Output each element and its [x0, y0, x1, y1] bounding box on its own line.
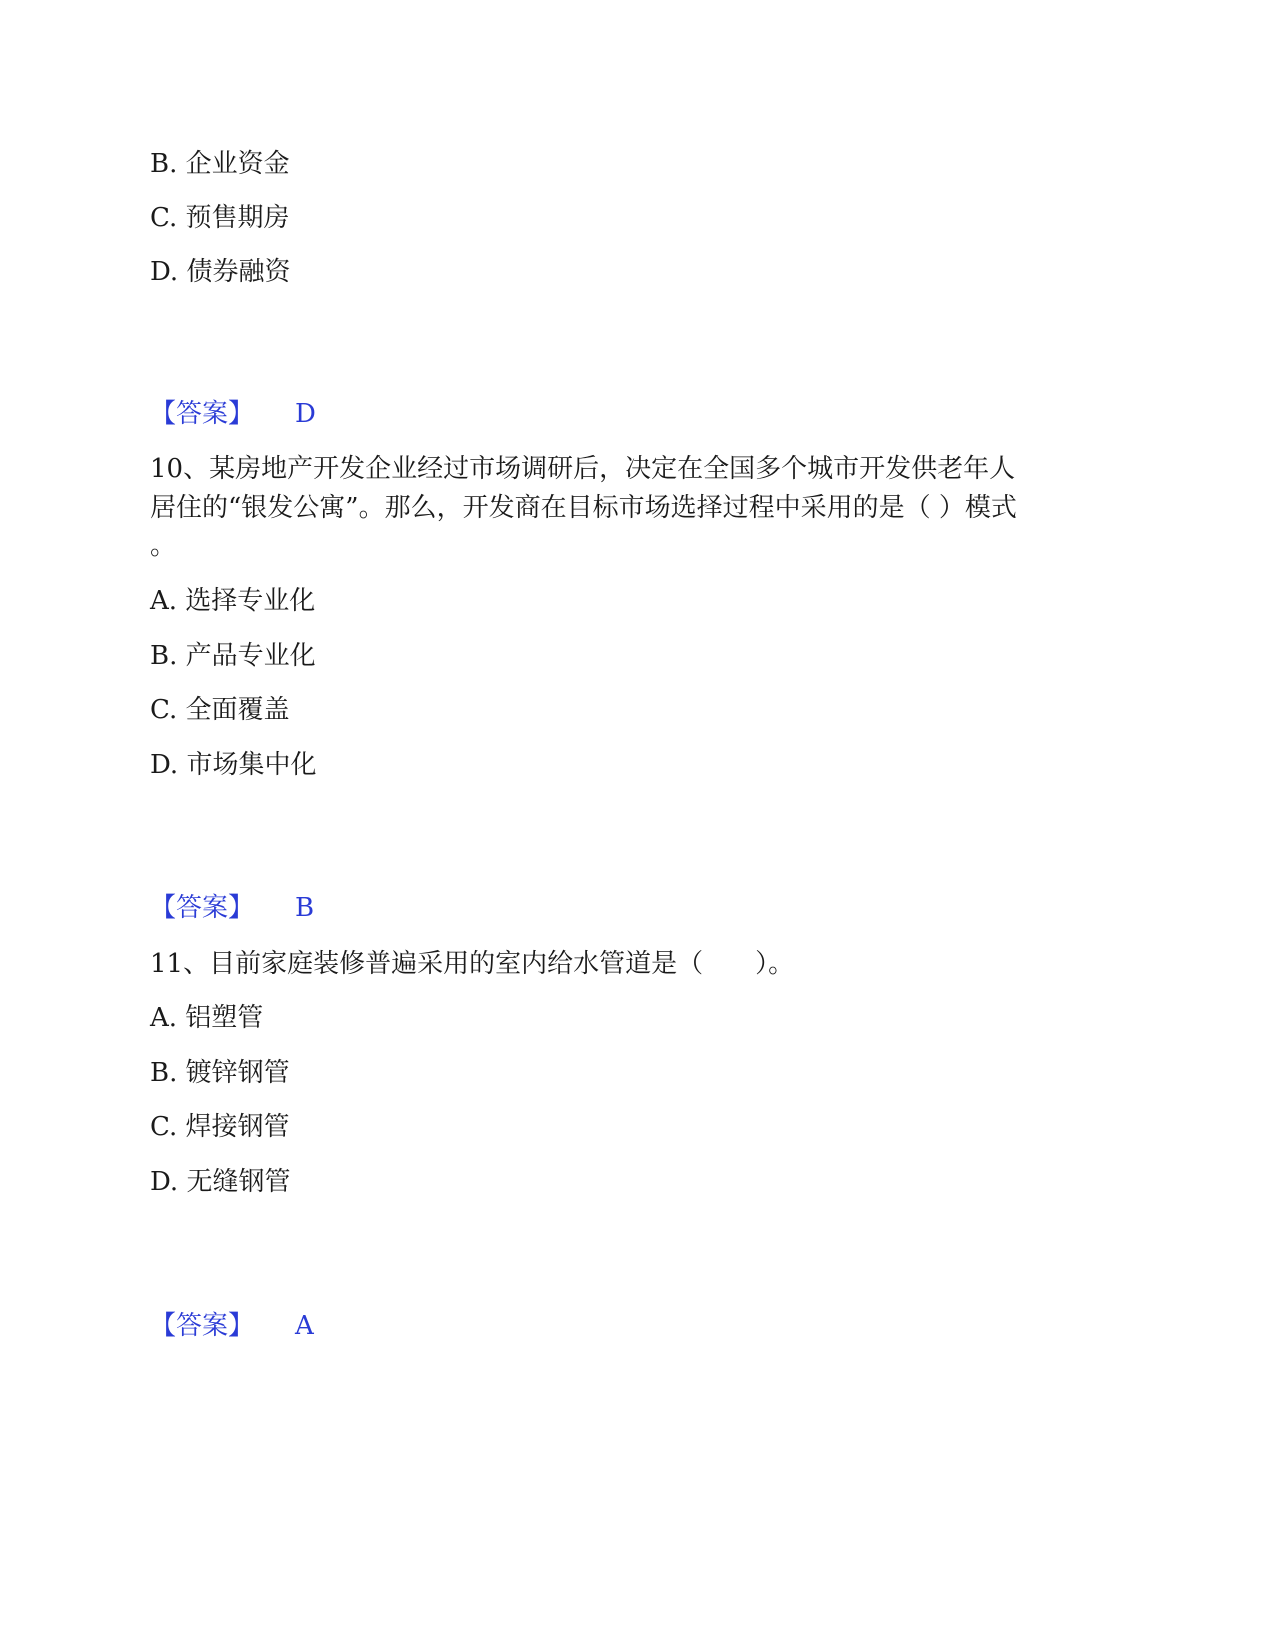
answer-value: A	[295, 1311, 314, 1341]
answer-row-10	[150, 892, 315, 924]
question-10-stem-line2: 居住的“银发公寓”。那么，开发商在目标市场选择过程中采用的是（ ）模式	[150, 493, 1017, 523]
answer-row-prev	[150, 398, 316, 430]
question-10-option-b: B. 产品专业化	[150, 641, 316, 671]
question-10-option-c: C. 全面覆盖	[150, 695, 290, 725]
answer-label: 【答案】	[150, 893, 255, 923]
question-11-option-d: D. 无缝钢管	[150, 1167, 291, 1197]
option-d: D. 债券融资	[150, 257, 291, 287]
question-10-stem-line3: 。	[150, 531, 177, 561]
answer-label: 【答案】	[150, 1311, 255, 1341]
answer-value: D	[295, 399, 316, 429]
option-c: C. 预售期房	[150, 203, 290, 233]
question-10-stem-line1: 10、某房地产开发企业经过市场调研后，决定在全国多个城市开发供老年人	[150, 454, 1016, 484]
question-11-stem: 11、目前家庭装修普遍采用的室内给水管道是（ ）。	[150, 949, 795, 979]
answer-value: B	[295, 893, 315, 923]
question-11-option-a: A. 铝塑管	[150, 1003, 264, 1033]
answer-row-11	[150, 1310, 314, 1342]
answer-label: 【答案】	[150, 399, 255, 429]
question-10-option-a: A. 选择专业化	[150, 586, 316, 616]
option-b: B. 企业资金	[150, 149, 290, 179]
question-10-option-d: D. 市场集中化	[150, 750, 317, 780]
question-11-option-b: B. 镀锌钢管	[150, 1058, 290, 1088]
question-11-option-c: C. 焊接钢管	[150, 1112, 290, 1142]
